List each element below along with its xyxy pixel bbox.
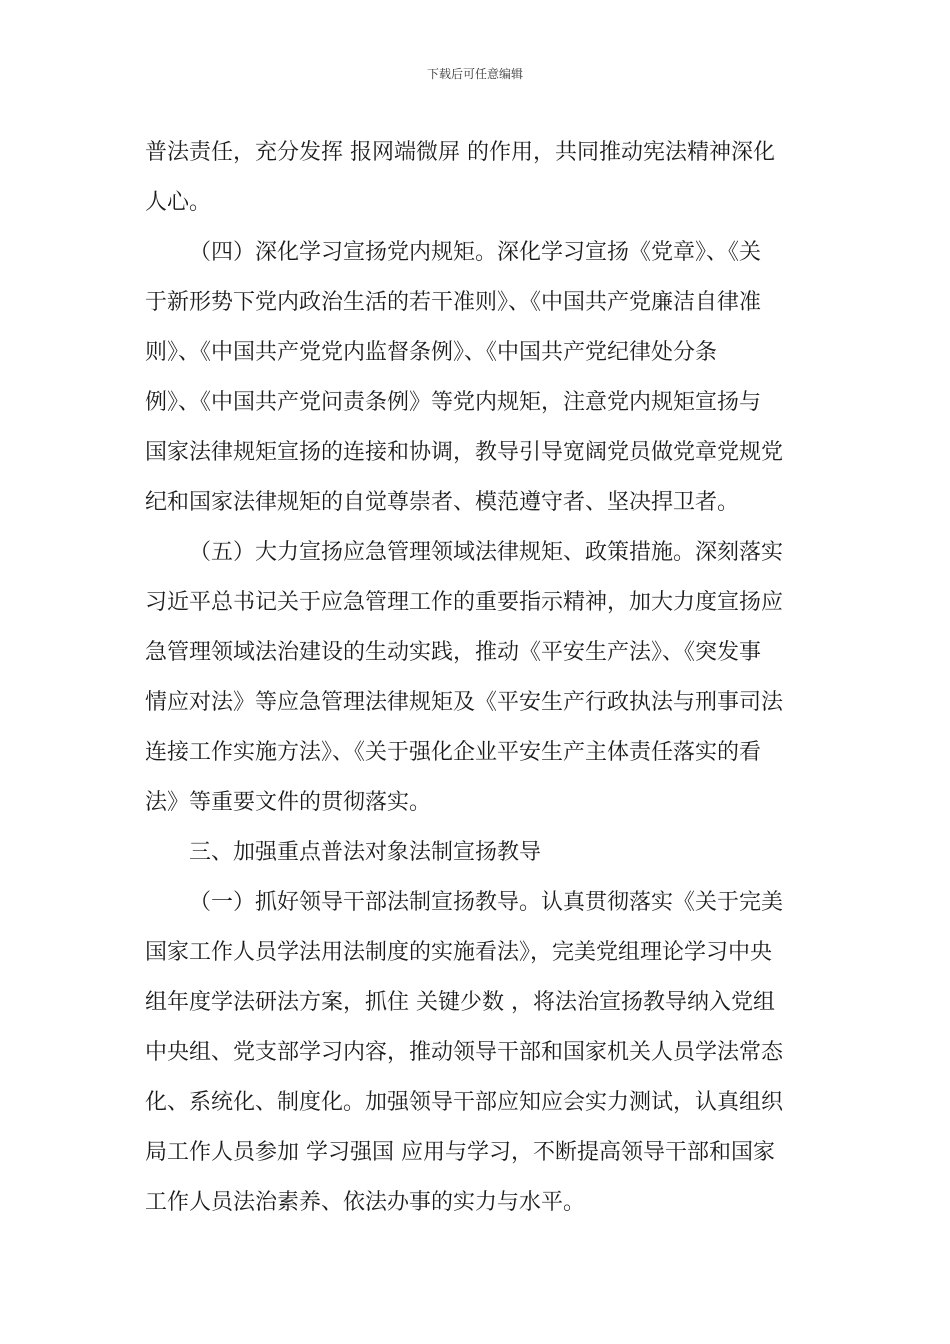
text-line: 中央组、党支部学习内容，推动领导干部和国家机关人员学法常态	[145, 1040, 784, 1065]
text-line: （四）深化学习宣扬党内规矩。深化学习宣扬《党章》、《关	[189, 240, 762, 265]
text-line: 则》、《中国共产党党内监督条例》、《中国共产党纪律处分条	[145, 340, 718, 365]
text-line: 国家工作人员学法用法制度的实施看法》，完美党组理论学习中央	[145, 940, 773, 965]
page-header: 下载后可任意编辑	[426, 67, 523, 81]
text-line: 普法责任，充分发挥 报网端微屏 的作用，共同推动宪法精神深化	[145, 140, 775, 165]
text-line: 工作人员法治素养、依法办事的实力与水平。	[145, 1190, 586, 1215]
text-line: 情应对法》等应急管理法律规矩及《平安生产行政执法与刑事司法	[145, 690, 784, 715]
document-body	[145, 128, 807, 1228]
text-line: 组年度学法研法方案，抓住 关键少数 ，将法治宣扬教导纳入党组	[145, 990, 775, 1015]
text-line: 纪和国家法律规矩的自觉尊崇者、模范遵守者、坚决捍卫者。	[145, 490, 740, 515]
text-line: （五）大力宣扬应急管理领域法律规矩、政策措施。深刻落实	[189, 540, 784, 565]
text-line: （一）抓好领导干部法制宣扬教导。认真贯彻落实《关于完美	[189, 890, 784, 915]
text-line: 人心。	[145, 190, 212, 215]
text-line: 法》等重要文件的贯彻落实。	[145, 790, 432, 815]
text-line: 例》、《中国共产党问责条例》等党内规矩，注意党内规矩宣扬与	[145, 390, 762, 415]
text-line: 于新形势下党内政治生活的若干准则》、《中国共产党廉洁自律准	[145, 290, 762, 315]
section-heading: 三、加强重点普法对象法制宣扬教导	[189, 840, 542, 865]
text-line: 化、系统化、制度化。加强领导干部应知应会实力测试，认真组织	[145, 1090, 784, 1115]
text-line: 国家法律规矩宣扬的连接和协调，教导引导宽阔党员做党章党规党	[145, 440, 784, 465]
text-line: 局工作人员参加 学习强国 应用与学习，不断提高领导干部和国家	[145, 1140, 775, 1165]
text-line: 连接工作实施方法》、《关于强化企业平安生产主体责任落实的看	[145, 740, 762, 765]
text-line: 急管理领域法治建设的生动实践，推动《平安生产法》、《突发事	[145, 640, 762, 665]
text-line: 习近平总书记关于应急管理工作的重要指示精神，加大力度宣扬应	[145, 590, 784, 615]
